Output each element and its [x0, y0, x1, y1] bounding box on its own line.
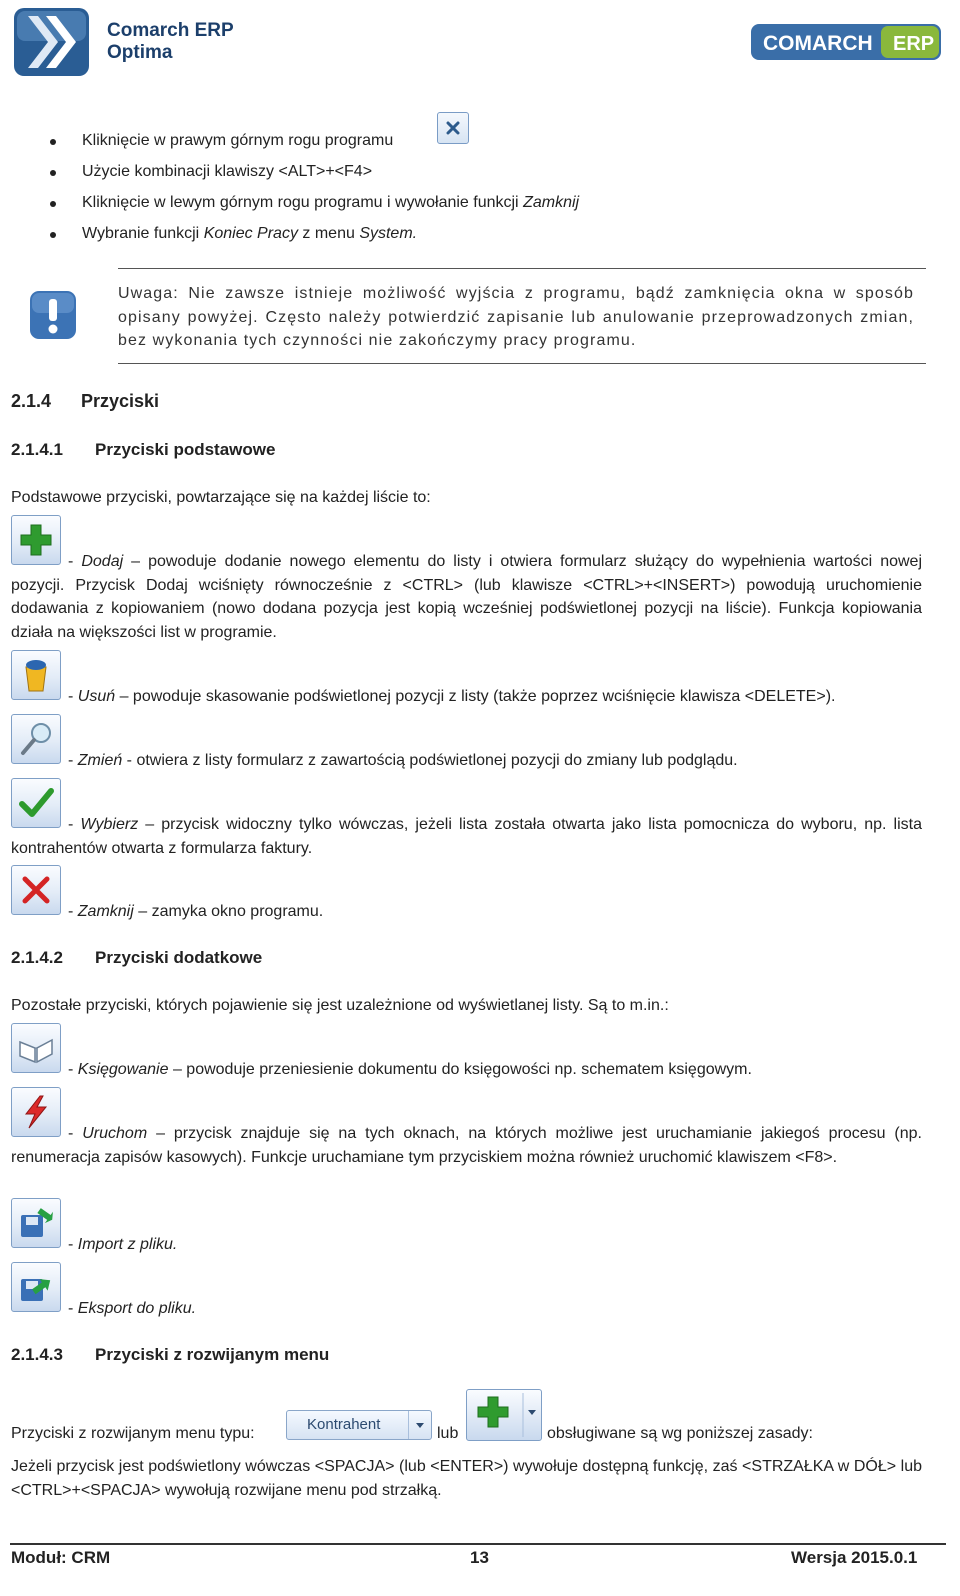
subsection-number: 2.1.4.1: [11, 440, 63, 459]
paragraph: Jeżeli przycisk jest podświetlony wówczas <SPACJA> (lub <ENTER>) wywołuje dostępną funkcję, zaś <STRZAŁKA w DÓŁ> lub <CTRL>+<SPACJA> wywołują rozwijane menu pod strzałką.: [11, 1458, 922, 1499]
subsection-title: Przyciski dodatkowe: [95, 948, 263, 967]
add-split-button: [466, 1389, 542, 1441]
comarch-erp-logo-icon: [751, 24, 941, 60]
plus-icon: [467, 1390, 541, 1440]
or-text: lub: [437, 1425, 459, 1442]
logo-badge: ERP: [893, 33, 935, 55]
export-description: - Eksport do pliku.: [68, 1300, 197, 1317]
brand-line-2: Optima: [107, 42, 173, 63]
posting-description: - Księgowanie – powoduje przeniesienie dokumentu do księgowości np. schematem księgowym.: [68, 1061, 752, 1078]
dropdown-arrow: [408, 1411, 431, 1439]
note-bottom-rule: [118, 363, 926, 364]
closing-methods-list: [50, 128, 750, 252]
section-number: 2.1.4: [11, 391, 52, 411]
list-item: Kliknięcie w prawym górnym rogu programu: [50, 128, 750, 159]
page-number: 13: [470, 1548, 489, 1567]
dropdown-intro-text: Przyciski z rozwijanym menu typu:: [11, 1425, 255, 1442]
kontrahent-dropdown: [286, 1410, 432, 1440]
logo-text: COMARCH: [763, 32, 873, 55]
subsection-number: 2.1.4.2: [11, 948, 63, 967]
brand-name: [107, 20, 234, 64]
dropdown-label: Kontrahent: [307, 1416, 381, 1433]
subsection-title: Przyciski podstawowe: [95, 440, 276, 459]
run-description: - Uruchom – przycisk znajduje się na tych oknach, na których możliwe jest uruchamianie jakiegoś procesu (np. renumeracja zapisów kasowych). Funkcje uruchamiane tym przyciskiem można również uruchomić klawiszem <F8>.: [11, 1125, 922, 1166]
subsection-title: Przyciski z rozwijanym menu: [95, 1345, 330, 1364]
section-title: Przyciski: [81, 391, 160, 411]
footer-rule: [10, 1543, 946, 1545]
import-description: - Import z pliku.: [68, 1236, 178, 1253]
chevron-down-icon: [409, 1411, 431, 1439]
close-description: - Zamknij – zamyka okno programu.: [68, 903, 324, 920]
note-text: Uwaga: Nie zawsze istnieje możliwość wyjścia z programu, bądź zamknięcia okna w sposób opisany powyżej. Często należy potwierdzić zapisanie lub anulowanie przeprowadzonych zmian, bez wykonania tych czynności nie zakończymy pracy programu.: [118, 285, 914, 349]
brand-line-1: Comarch ERP: [107, 20, 234, 41]
list-item: Wybranie funkcji Koniec Pracy z menu System.: [50, 221, 750, 252]
select-description: - Wybierz – przycisk widoczny tylko wówczas, jeżeli lista została otwarta jako lista pomocnicza do wyboru, np. lista kontrahentów otwarta z formularza faktury.: [11, 816, 922, 857]
comarch-optima-logo-icon: [14, 8, 89, 76]
list-item: Użycie kombinacji klawiszy <ALT>+<F4>: [50, 159, 750, 190]
add-description: - Dodaj – powoduje dodanie nowego elementu do listy i otwiera formularz służący do wypełnienia wartości nowej pozycji. Przycisk Dodaj wciśnięty równocześnie z <CTRL> (lub klawisze <CTRL>+<INSERT>) powodują uruchomienie dodawania z kopiowaniem (nowo dodana pozycja jest kopią wcześniej podświetlonej pozycji na liście). Funkcja kopiowania działa na większości list w programie.: [11, 553, 922, 641]
paragraph: Pozostałe przyciski, których pojawienie się jest uzależnione od wyświetlanej listy. Są to m.in.:: [11, 997, 669, 1014]
warning-icon: [29, 290, 77, 340]
list-item: Kliknięcie w lewym górnym rogu programu i wywołanie funkcji Zamknij: [50, 190, 750, 221]
paragraph: Podstawowe przyciski, powtarzające się na każdej liście to:: [11, 489, 431, 506]
footer-module: Moduł: CRM: [11, 1548, 111, 1567]
note-top-rule: [118, 268, 926, 269]
subsection-number: 2.1.4.3: [11, 1345, 63, 1364]
rule-intro-text: obsługiwane są wg poniższej zasady:: [547, 1425, 813, 1442]
footer-version: Wersja 2015.0.1: [791, 1548, 918, 1567]
edit-description: - Zmień - otwiera z listy formularz z zawartością podświetlonej pozycji do zmiany lub podglądu.: [68, 752, 738, 769]
delete-description: - Usuń – powoduje skasowanie podświetlonej pozycji z listy (także poprzez wciśnięcie klawisza <DELETE>).: [68, 688, 836, 705]
